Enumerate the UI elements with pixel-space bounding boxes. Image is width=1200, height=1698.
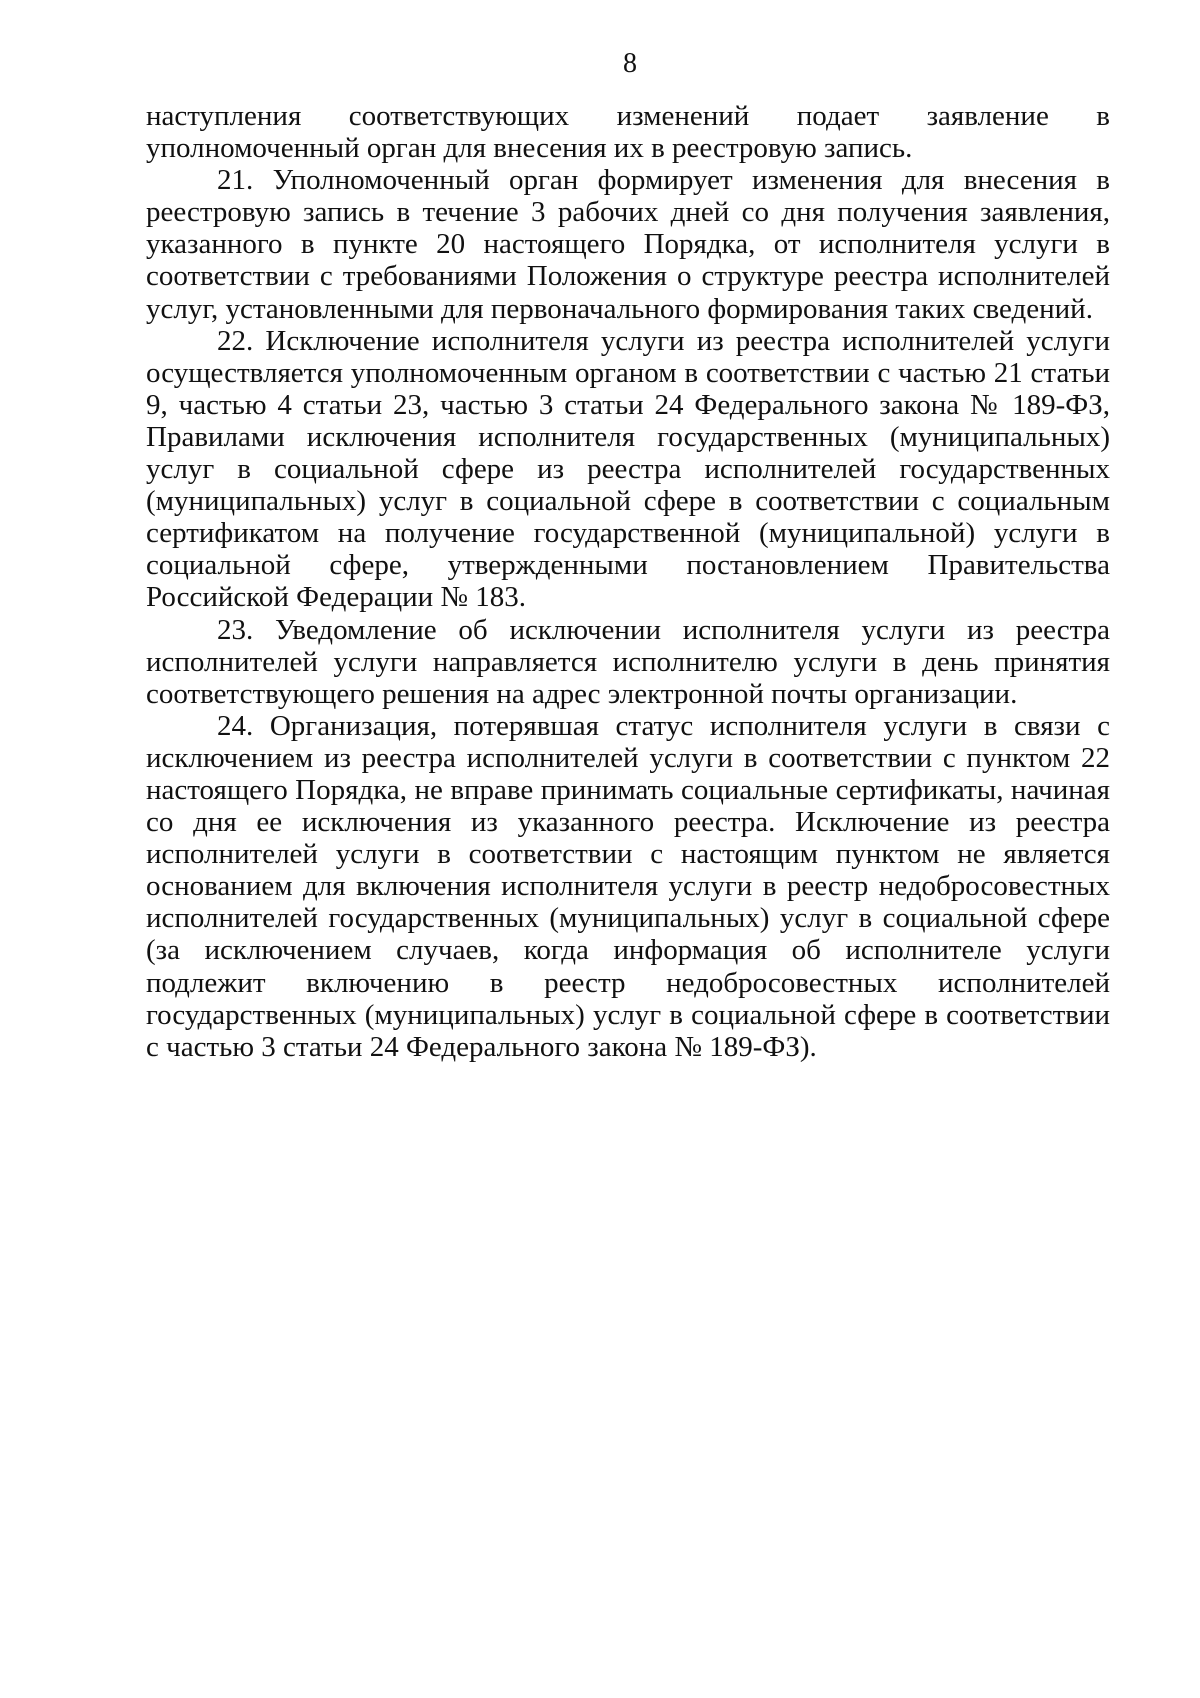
paragraph-continuation: наступления соответствующих изменений подает заявление в уполномоченный орган для внесения их в реестровую запись.: [146, 100, 1110, 165]
page-number: 8: [623, 48, 637, 79]
paragraph-22: 22. Исключение исполнителя услуги из реестра исполнителей услуги осуществляется уполномоченным органом в соответствии с частью 21 статьи 9, частью 4 статьи 23, частью 3 статьи 24 Федерального закона № 189-ФЗ, Правилами исключения исполнителя государственных (муниципальных) услуг в социальной сфере из реестра исполнителей государственных (муниципальных) услуг в социальной сфере в соответствии с социальным сертификатом на получение государственной (муниципальной) услуги в социальной сфере, утвержденными постановлением Правительства Российской Федерации № 183.: [146, 324, 1110, 614]
document-body: [146, 100, 1110, 1063]
paragraph-23: 23. Уведомление об исключении исполнителя услуги из реестра исполнителей услуги направляется исполнителю услуги в день принятия соответствующего решения на адрес электронной почты организации.: [146, 613, 1110, 710]
paragraph-24: 24. Организация, потерявшая статус исполнителя услуги в связи с исключением из реестра исполнителей услуги в соответствии с пунктом 22 настоящего Порядка, не вправе принимать социальные сертификаты, начиная со дня ее исключения из указанного реестра. Исключение из реестра исполнителей услуги в соответствии с настоящим пунктом не является основанием для включения исполнителя услуги в реестр недобросовестных исполнителей государственных (муниципальных) услуг в социальной сфере (за исключением случаев, когда информация об исполнителе услуги подлежит включению в реестр недобросовестных исполнителей государственных (муниципальных) услуг в социальной сфере в соответствии с частью 3 статьи 24 Федерального закона № 189-ФЗ).: [146, 709, 1110, 1063]
paragraph-21: 21. Уполномоченный орган формирует изменения для внесения в реестровую запись в течение 3 рабочих дней со дня получения заявления, указанного в пункте 20 настоящего Порядка, от исполнителя услуги в соответствии с требованиями Положения о структуре реестра исполнителей услуг, установленными для первоначального формирования таких сведений.: [146, 164, 1110, 325]
